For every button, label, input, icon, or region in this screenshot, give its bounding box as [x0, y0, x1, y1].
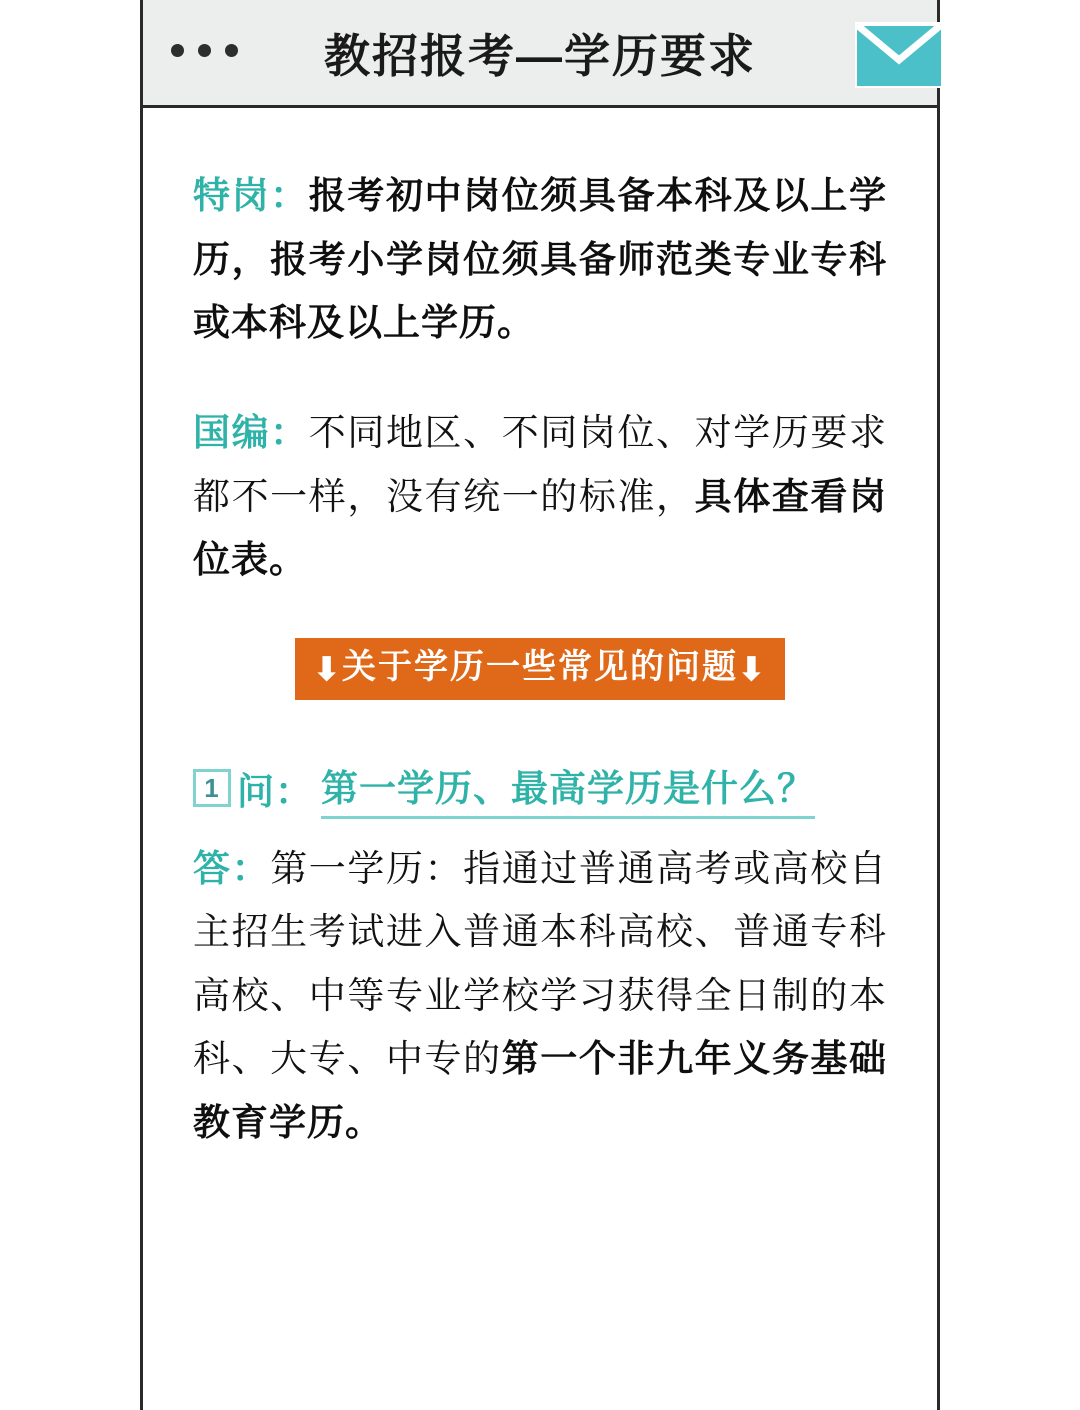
question-number: 1	[193, 769, 231, 807]
content-card	[140, 0, 940, 1410]
label-national: 国编：	[193, 411, 309, 453]
answer-paragraph	[193, 837, 887, 1155]
banner-wrap	[193, 638, 887, 700]
page-title: 教招报考—学历要求	[324, 29, 756, 82]
card-body	[143, 108, 937, 1155]
arrow-down-right-icon: ⬇	[738, 650, 767, 687]
label-special-post: 特岗：	[193, 175, 309, 216]
banner-text: 关于学历一些常见的问题	[342, 647, 738, 686]
envelope-icon	[855, 22, 943, 88]
answer-text-normal: 第一学历：指通过普通高考或高校自主招生考试进入普通本科高校、普通专科高校、中等专业学校学习获得全日制的本科、大专、中专的	[193, 847, 888, 1080]
question-line	[193, 758, 887, 819]
more-horizontal-icon[interactable]	[171, 44, 238, 57]
card-header	[143, 0, 937, 108]
text-national-normal: 不同地区、不同岗位、对学历要求都不一样，没有统一的标准，	[193, 411, 887, 517]
answer-text-bold: 第一个非九年义务基础教育学历。	[193, 1038, 888, 1144]
paragraph-national	[193, 401, 887, 592]
arrow-down-left-icon: ⬇	[313, 650, 342, 687]
text-national-bold: 具体查看岗位表。	[193, 475, 888, 581]
answer-label: 答：	[193, 847, 271, 889]
paragraph-special-post	[193, 164, 887, 355]
question-label: 问：	[237, 771, 313, 813]
text-special-post: 报考初中岗位须具备本科及以上学历，报考小学岗位须具备师范类专业专科或本科及以上学历。	[193, 175, 887, 344]
question-text: 第一学历、最高学历是什么？	[321, 758, 815, 819]
section-banner	[295, 638, 785, 700]
